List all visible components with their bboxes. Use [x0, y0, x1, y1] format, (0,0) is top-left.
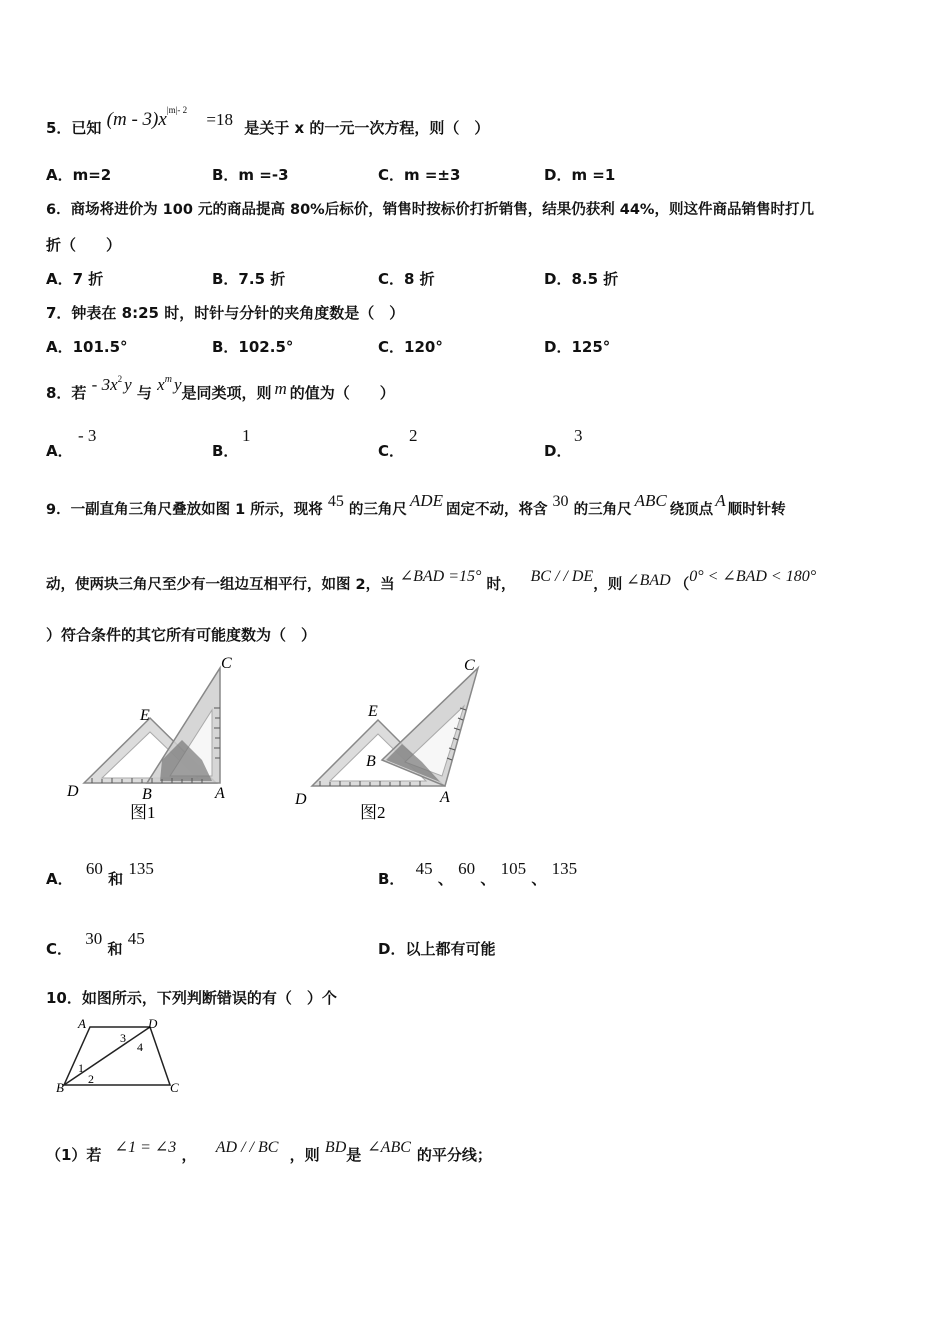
q7-option-a[interactable]: A．101.5° — [46, 338, 128, 356]
q6-option-a[interactable]: A．7 折 — [46, 270, 104, 288]
q10-s1-text-b: ， — [181, 1146, 197, 1164]
q10-label-a: A — [78, 1016, 86, 1031]
q9-l1-ADE: ADE — [409, 491, 443, 510]
q10-s1-text-d: 是 — [346, 1146, 362, 1164]
q8-number: 8．若 — [46, 384, 87, 402]
fig1-caption: 图1 — [130, 803, 156, 822]
q9-option-b[interactable] — [378, 859, 578, 889]
q9-option-a-v2: 135 — [128, 859, 154, 878]
q10-label-1: 1 — [78, 1061, 84, 1075]
q9-l2-text-a: 动，使两块三角尺至少有一组边互相平行，如图 2，当 — [46, 577, 395, 593]
q9-option-a-sep: 和 — [108, 870, 124, 888]
q9-l2-text-d: （ — [674, 577, 690, 593]
fig1-label-b: B — [142, 786, 152, 803]
fig1-label-c: C — [221, 655, 232, 672]
q10-s1-condition: ∠1 = ∠3 — [114, 1139, 177, 1156]
q8-option-b-value[interactable]: 1 — [242, 426, 251, 445]
q9-l2-parallel: BC / / DE — [530, 568, 594, 585]
q7-option-c[interactable]: C．120° — [378, 338, 443, 356]
q10-trapezoid — [64, 1027, 170, 1085]
q10-label-c: C — [170, 1080, 179, 1095]
q8-option-c-value[interactable]: 2 — [409, 426, 418, 445]
q10-s1-text-e: 的平分线； — [416, 1146, 492, 1164]
q8-option-c-letter[interactable]: C． — [378, 442, 405, 460]
fig2-caption: 图2 — [360, 803, 386, 822]
fig2-label-e: E — [368, 703, 378, 720]
q9-l2-angle: ∠BAD =15° — [399, 568, 482, 585]
q10-s1-abc: ∠ABC — [367, 1139, 411, 1156]
fig2-label-d: D — [295, 791, 307, 808]
q10-figure — [56, 1014, 196, 1098]
q9-l1-text-d: 的三角尺 — [573, 502, 632, 518]
q9-option-c[interactable] — [46, 929, 145, 959]
q9-option-a[interactable] — [46, 859, 154, 889]
q10-label-d: D — [148, 1016, 158, 1031]
q9-l2-text-b: 时， — [486, 577, 516, 593]
q5-option-c[interactable]: C．m =±3 — [378, 166, 461, 184]
q10-s1-bd: BD — [324, 1139, 347, 1156]
q5-number: 5．已知 — [46, 119, 102, 137]
q9-option-b-letter: B． — [378, 870, 405, 888]
q9-l1-ABC: ABC — [634, 491, 667, 510]
q5-equals: =18 — [206, 110, 233, 129]
q9-l2-range: 0° < ∠BAD < 180° — [689, 568, 817, 585]
q9-option-c-v1: 30 — [85, 929, 103, 948]
q7-option-b[interactable]: B．102.5° — [212, 338, 294, 356]
q6-option-d[interactable]: D．8.5 折 — [544, 270, 619, 288]
q6-option-c[interactable]: C．8 折 — [378, 270, 435, 288]
q7-option-d[interactable]: D．125° — [544, 338, 611, 356]
q9-l2-angle2: ∠BAD — [626, 572, 671, 589]
q8-option-b-letter[interactable]: B． — [212, 442, 239, 460]
q9-option-c-sep: 和 — [107, 940, 123, 958]
q10-stem: 10．如图所示，下列判断错误的有（ ）个 — [46, 989, 337, 1007]
q8-end: 的值为（ ） — [289, 384, 395, 402]
q9-stem-line2 — [46, 568, 817, 594]
q9-option-c-v2: 45 — [127, 929, 145, 948]
q9-stem-line3: ）符合条件的其它所有可能度数为（ ） — [46, 626, 317, 644]
q9-option-a-v1: 60 — [85, 859, 103, 878]
q9-l1-A: A — [715, 491, 726, 510]
fig2-label-c: C — [464, 657, 475, 674]
q8-term1-exp: 2 — [117, 374, 123, 384]
q6-stem-line1: 6．商场将进价为 100 元的商品提高 80%后标价，销售时按标价打折销售，结果仍获利 44%，则这件商品销售时打几 — [46, 202, 814, 218]
q8-option-a-value[interactable]: - 3 — [78, 426, 97, 445]
q8-term2-exp: m — [164, 374, 172, 385]
fig2-label-a: A — [440, 789, 450, 806]
q9-option-b-v3: 105 — [500, 859, 527, 878]
q5-formula: (m - 3)x — [106, 109, 167, 130]
fig2-label-b: B — [366, 753, 376, 770]
q9-option-b-sep3: 、 — [531, 870, 547, 888]
q8-m: m — [274, 379, 287, 398]
q7-stem: 7．钟表在 8:25 时，时针与分针的夹角度数是（ ） — [46, 304, 405, 322]
q9-option-a-letter: A． — [46, 870, 73, 888]
q5-text: 是关于 x 的一元一次方程，则（ ） — [244, 119, 490, 137]
q10-statement-1 — [46, 1139, 492, 1165]
q9-l2-text-c: ，则 — [593, 577, 623, 593]
q9-l1-text-c: 固定不动，将含 — [445, 502, 548, 518]
q10-s1-parallel: AD / / BC — [215, 1139, 279, 1156]
q5-option-b[interactable]: B．m =-3 — [212, 166, 289, 184]
q5-exponent: |m|- 2 — [166, 105, 188, 115]
q10-label-3: 3 — [120, 1031, 126, 1045]
fig1-label-d: D — [67, 783, 79, 800]
q9-l1-text-a: 9．一副直角三角尺叠放如图 1 所示，现将 — [46, 502, 323, 518]
q8-mid: 是同类项，则 — [181, 384, 272, 402]
q9-l1-text-b: 的三角尺 — [348, 502, 407, 518]
q8-term1-y: y — [124, 375, 132, 394]
q9-option-d[interactable]: D．以上都有可能 — [378, 940, 496, 958]
q9-option-b-v4: 135 — [551, 859, 578, 878]
q9-figure-2 — [290, 648, 490, 828]
q9-option-b-v2: 60 — [458, 859, 476, 878]
q10-label-4: 4 — [137, 1040, 143, 1054]
q8-stem — [46, 374, 395, 403]
q9-l1-text-f: 顺时针转 — [727, 502, 786, 518]
q9-option-c-letter: C． — [46, 940, 73, 958]
q8-yu: 与 — [136, 384, 152, 402]
q9-l1-text-e: 绕顶点 — [669, 502, 714, 518]
q8-term2: x — [157, 375, 165, 394]
q5-option-a[interactable]: A．m=2 — [46, 166, 112, 184]
fig1-label-e: E — [140, 707, 150, 724]
q8-option-d-value[interactable]: 3 — [574, 426, 583, 445]
q9-figure-1 — [62, 648, 252, 828]
q9-option-b-sep1: 、 — [437, 870, 453, 888]
q6-stem-line2: 折（ ） — [46, 236, 122, 254]
q5-stem — [46, 105, 490, 139]
q9-l1-45: 45 — [327, 493, 344, 510]
q9-option-b-v1: 45 — [415, 859, 433, 878]
q8-term1: - 3x — [91, 375, 118, 394]
q10-label-b: B — [56, 1080, 64, 1095]
q10-s1-text-c: ，则 — [289, 1146, 320, 1164]
q6-option-b[interactable]: B．7.5 折 — [212, 270, 286, 288]
q10-label-2: 2 — [88, 1072, 94, 1086]
q8-term2-y: y — [173, 375, 182, 394]
q9-option-b-sep2: 、 — [480, 870, 496, 888]
q9-stem-line1 — [46, 491, 786, 519]
q8-option-d-letter[interactable]: D． — [544, 442, 572, 460]
q5-option-d[interactable]: D．m =1 — [544, 166, 616, 184]
q8-option-a-letter[interactable]: A． — [46, 442, 73, 460]
q10-s1-text-a: （1）若 — [46, 1146, 102, 1164]
q9-l1-30: 30 — [552, 493, 569, 510]
fig1-label-a: A — [215, 785, 225, 802]
